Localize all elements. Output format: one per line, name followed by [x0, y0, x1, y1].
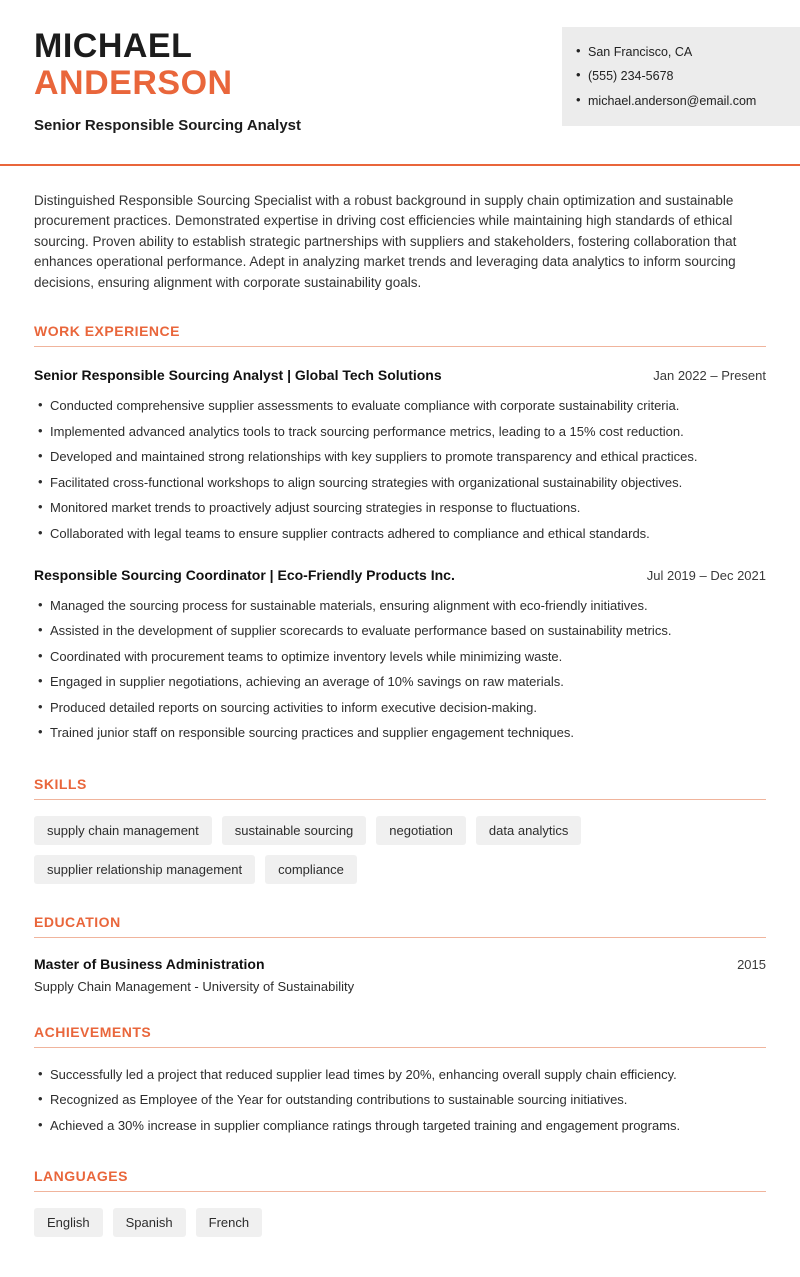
section-languages	[34, 1168, 766, 1237]
languages-heading: LANGUAGES	[34, 1168, 766, 1192]
education-heading: EDUCATION	[34, 914, 766, 938]
section-work-experience	[34, 323, 766, 746]
first-name: MICHAEL	[34, 27, 193, 65]
language-tag: French	[196, 1208, 262, 1237]
skills-heading: SKILLS	[34, 776, 766, 800]
degree-name: Master of Business Administration	[34, 955, 265, 972]
job-entry	[34, 367, 766, 546]
work-experience-heading: WORK EXPERIENCE	[34, 323, 766, 347]
job-dates: Jan 2022 – Present	[653, 368, 766, 384]
section-achievements	[34, 1024, 766, 1139]
education-header	[34, 956, 766, 972]
education-entry	[34, 956, 766, 994]
job-title: Senior Responsible Sourcing Analyst | Global Tech Solutions	[34, 367, 442, 384]
skill-tag: supply chain management	[34, 816, 212, 845]
job-header	[34, 367, 766, 383]
achievements-heading: ACHIEVEMENTS	[34, 1024, 766, 1048]
job-bullet: • Trained junior staff on responsible sourcing practices and supplier engagement techniques.	[34, 720, 766, 746]
achievement-bullet: • Successfully led a project that reduced supplier lead times by 20%, enhancing overall supply chain efficiency.	[34, 1062, 766, 1088]
section-skills	[34, 776, 766, 884]
languages-tag-list	[34, 1208, 766, 1237]
achievement-bullet: • Achieved a 30% increase in supplier compliance ratings through targeted training and engagement programs.	[34, 1113, 766, 1139]
contact-item: • (555) 234-5678	[576, 64, 788, 88]
job-header	[34, 567, 766, 583]
contact-card	[562, 27, 800, 126]
contact-item: • San Francisco, CA	[576, 40, 788, 64]
section-education	[34, 914, 766, 994]
skills-tag-list	[34, 816, 766, 884]
job-bullet: • Assisted in the development of supplier scorecards to evaluate performance based on sustainability metrics.	[34, 618, 766, 644]
resume-header	[0, 0, 800, 134]
skill-tag: compliance	[265, 855, 357, 884]
language-tag: English	[34, 1208, 103, 1237]
job-bullet-list	[34, 393, 766, 546]
name-block	[34, 26, 301, 134]
job-bullet: • Engaged in supplier negotiations, achieving an average of 10% savings on raw materials.	[34, 669, 766, 695]
header-job-title: Senior Responsible Sourcing Analyst	[34, 116, 301, 134]
job-entry	[34, 567, 766, 746]
skill-tag: negotiation	[376, 816, 466, 845]
resume-content	[0, 191, 800, 1238]
last-name: ANDERSON	[34, 64, 233, 103]
achievement-bullet-list	[34, 1062, 766, 1139]
contact-list	[576, 40, 788, 113]
skill-tag: supplier relationship management	[34, 855, 255, 884]
graduation-year: 2015	[737, 956, 766, 972]
language-tag: Spanish	[113, 1208, 186, 1237]
contact-item: • michael.anderson@email.com	[576, 89, 788, 113]
job-bullet: • Monitored market trends to proactively adjust sourcing strategies in response to fluctuations.	[34, 495, 766, 521]
job-bullet: • Developed and maintained strong relationships with key suppliers to promote transparency and ethical practices.	[34, 444, 766, 470]
job-bullet: • Produced detailed reports on sourcing activities to inform executive decision-making.	[34, 695, 766, 721]
job-dates: Jul 2019 – Dec 2021	[646, 567, 766, 583]
job-bullet: • Conducted comprehensive supplier assessments to evaluate compliance with corporate sustainability criteria.	[34, 393, 766, 419]
job-bullet-list	[34, 593, 766, 746]
header-divider	[0, 164, 800, 166]
job-bullet: • Collaborated with legal teams to ensure supplier contracts adhered to compliance and ethical standards.	[34, 521, 766, 547]
achievement-bullet: • Recognized as Employee of the Year for outstanding contributions to sustainable sourcing initiatives.	[34, 1087, 766, 1113]
job-bullet: • Facilitated cross-functional workshops to align sourcing strategies with organizational sustainability objectives.	[34, 470, 766, 496]
job-bullet: • Implemented advanced analytics tools to track sourcing performance metrics, leading to a 15% cost reduction.	[34, 419, 766, 445]
job-bullet: • Managed the sourcing process for sustainable materials, ensuring alignment with eco-friendly initiatives.	[34, 593, 766, 619]
summary-text: Distinguished Responsible Sourcing Specialist with a robust background in supply chain optimization and sustainable procurement practices. Demonstrated expertise in driving cost efficiencies while maintaining high standards of ethical sourcing. Proven ability to establish strategic partnerships with suppliers and stakeholders, fostering collaboration that enhances operational performance. Adept in analyzing market trends and leveraging data analytics to inform sourcing decisions, ensuring alignment with corporate sustainability goals.	[34, 192, 737, 290]
job-bullet: • Coordinated with procurement teams to optimize inventory levels while minimizing waste.	[34, 644, 766, 670]
skill-tag: data analytics	[476, 816, 582, 845]
skill-tag: sustainable sourcing	[222, 816, 367, 845]
job-title: Responsible Sourcing Coordinator | Eco-Friendly Products Inc.	[34, 566, 455, 583]
degree-details: Supply Chain Management - University of Sustainability	[34, 978, 355, 994]
